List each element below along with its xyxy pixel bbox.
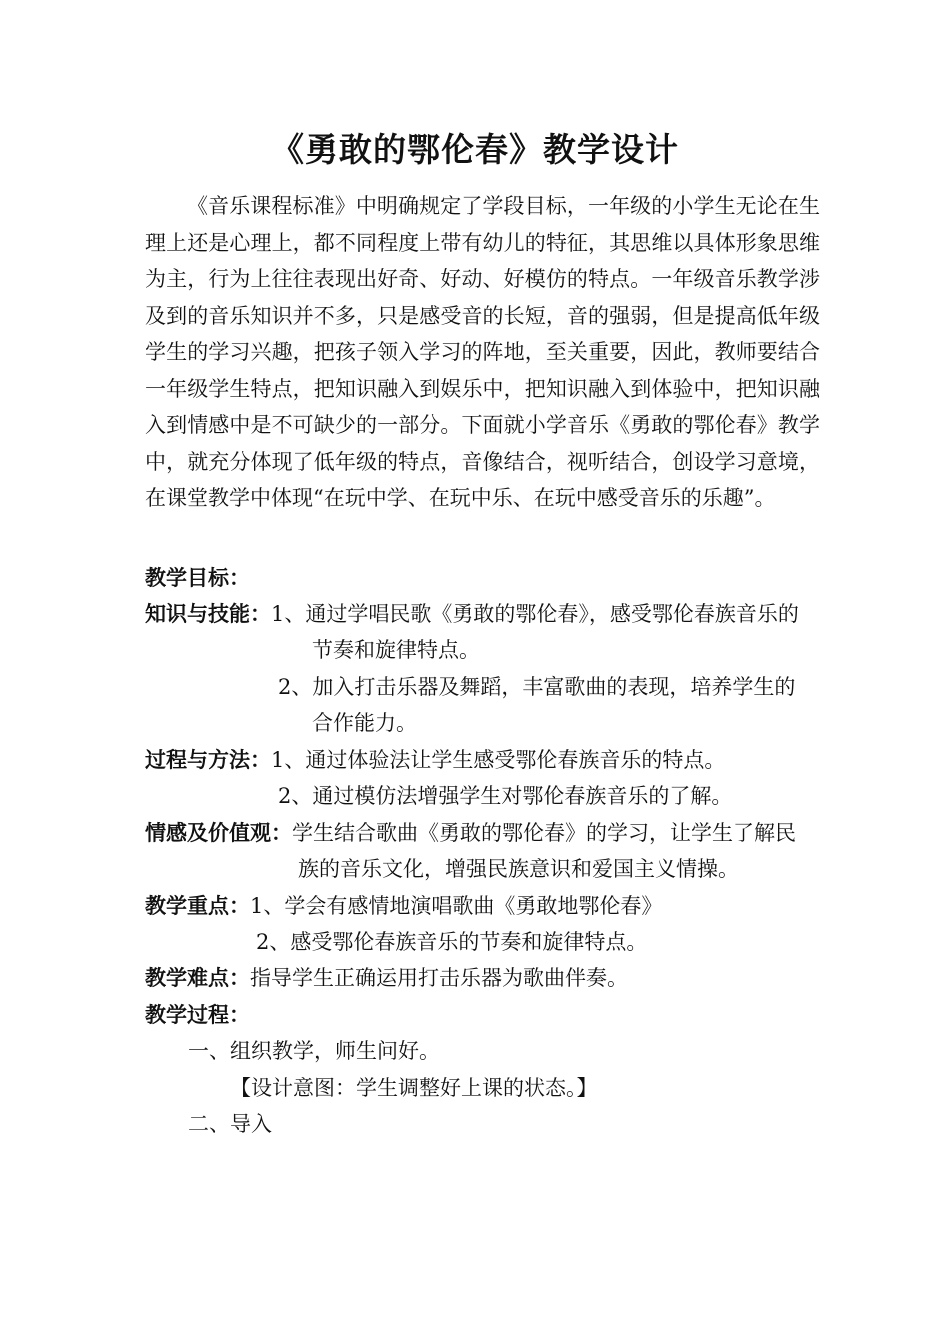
process-methods-label: 过程与方法： [145, 748, 271, 772]
knowledge-skills-item-1-cont: 节奏和旋律特点。 [312, 638, 480, 662]
document-title: 《勇敢的鄂伦春》教学设计 [271, 130, 679, 169]
key-points-item-2: 2、感受鄂伦春族音乐的节奏和旋律特点。 [256, 930, 648, 954]
knowledge-skills-item-1-text: 1、通过学唱民歌《勇敢的鄂伦春》，感受鄂伦春族音乐的 [271, 602, 799, 626]
process-step-1: 一、组织教学，师生问好。 [188, 1039, 440, 1063]
intro-paragraph: 《音乐课程标准》中明确规定了学段目标，一年级的小学生无论在生理上还是心理上，都不同程度上带有幼儿的特征，其思维以具体形象思维为主，行为上往往表现出好奇、好动、好模仿的特点。一年级音乐教学涉及到的音乐知识并不多，只是感受音的长短，音的强弱，但是提高低年级学生的学习兴趣，把孩子领入学习的阵地，至关重要，因此，教师要结合一年级学生特点，把知识融入到娱乐中，把知识融入到体验中，把知识融入到情感中是不可缺少的一部分。下面就小学音乐《勇敢的鄂伦春》教学中，就充分体现了低年级的特点，音像结合，视听结合，创设学习意境，在课堂教学中体现“在玩中学、在玩中乐、在玩中感受音乐的乐趣”。 [145, 194, 820, 510]
emotion-values-label: 情感及价值观： [145, 821, 292, 845]
knowledge-skills-label: 知识与技能： [145, 602, 271, 626]
process-heading: 教学过程： [145, 1003, 250, 1027]
goals-heading: 教学目标： [145, 566, 250, 590]
emotion-values-text: 学生结合歌曲《勇敢的鄂伦春》的学习，让学生了解民 [292, 821, 796, 845]
process-methods-item-1 [145, 745, 725, 775]
knowledge-skills-item-1 [145, 599, 799, 629]
process-step-1-note: 【设计意图：学生调整好上课的状态。】 [230, 1076, 598, 1100]
process-methods-item-1-text: 1、通过体验法让学生感受鄂伦春族音乐的特点。 [271, 748, 726, 772]
difficulty-line [145, 963, 628, 993]
key-points-label: 教学重点： [145, 894, 250, 918]
knowledge-skills-item-2: 2、加入打击乐器及舞蹈，丰富歌曲的表现，培养学生的 [278, 675, 796, 699]
emotion-values-line-2: 族的音乐文化，增强民族意识和爱国主义情操。 [298, 857, 739, 881]
difficulty-text: 指导学生正确运用打击乐器为歌曲伴奏。 [250, 966, 628, 990]
process-methods-item-2: 2、通过模仿法增强学生对鄂伦春族音乐的了解。 [278, 784, 733, 808]
knowledge-skills-item-2-cont: 合作能力。 [312, 711, 417, 735]
key-points-item-1 [145, 891, 662, 921]
emotion-values-line-1 [145, 818, 796, 848]
difficulty-label: 教学难点： [145, 966, 250, 990]
process-step-2: 二、导入 [188, 1112, 272, 1136]
key-points-item-1-text: 1、学会有感情地演唱歌曲《勇敢地鄂伦春》 [250, 894, 663, 918]
